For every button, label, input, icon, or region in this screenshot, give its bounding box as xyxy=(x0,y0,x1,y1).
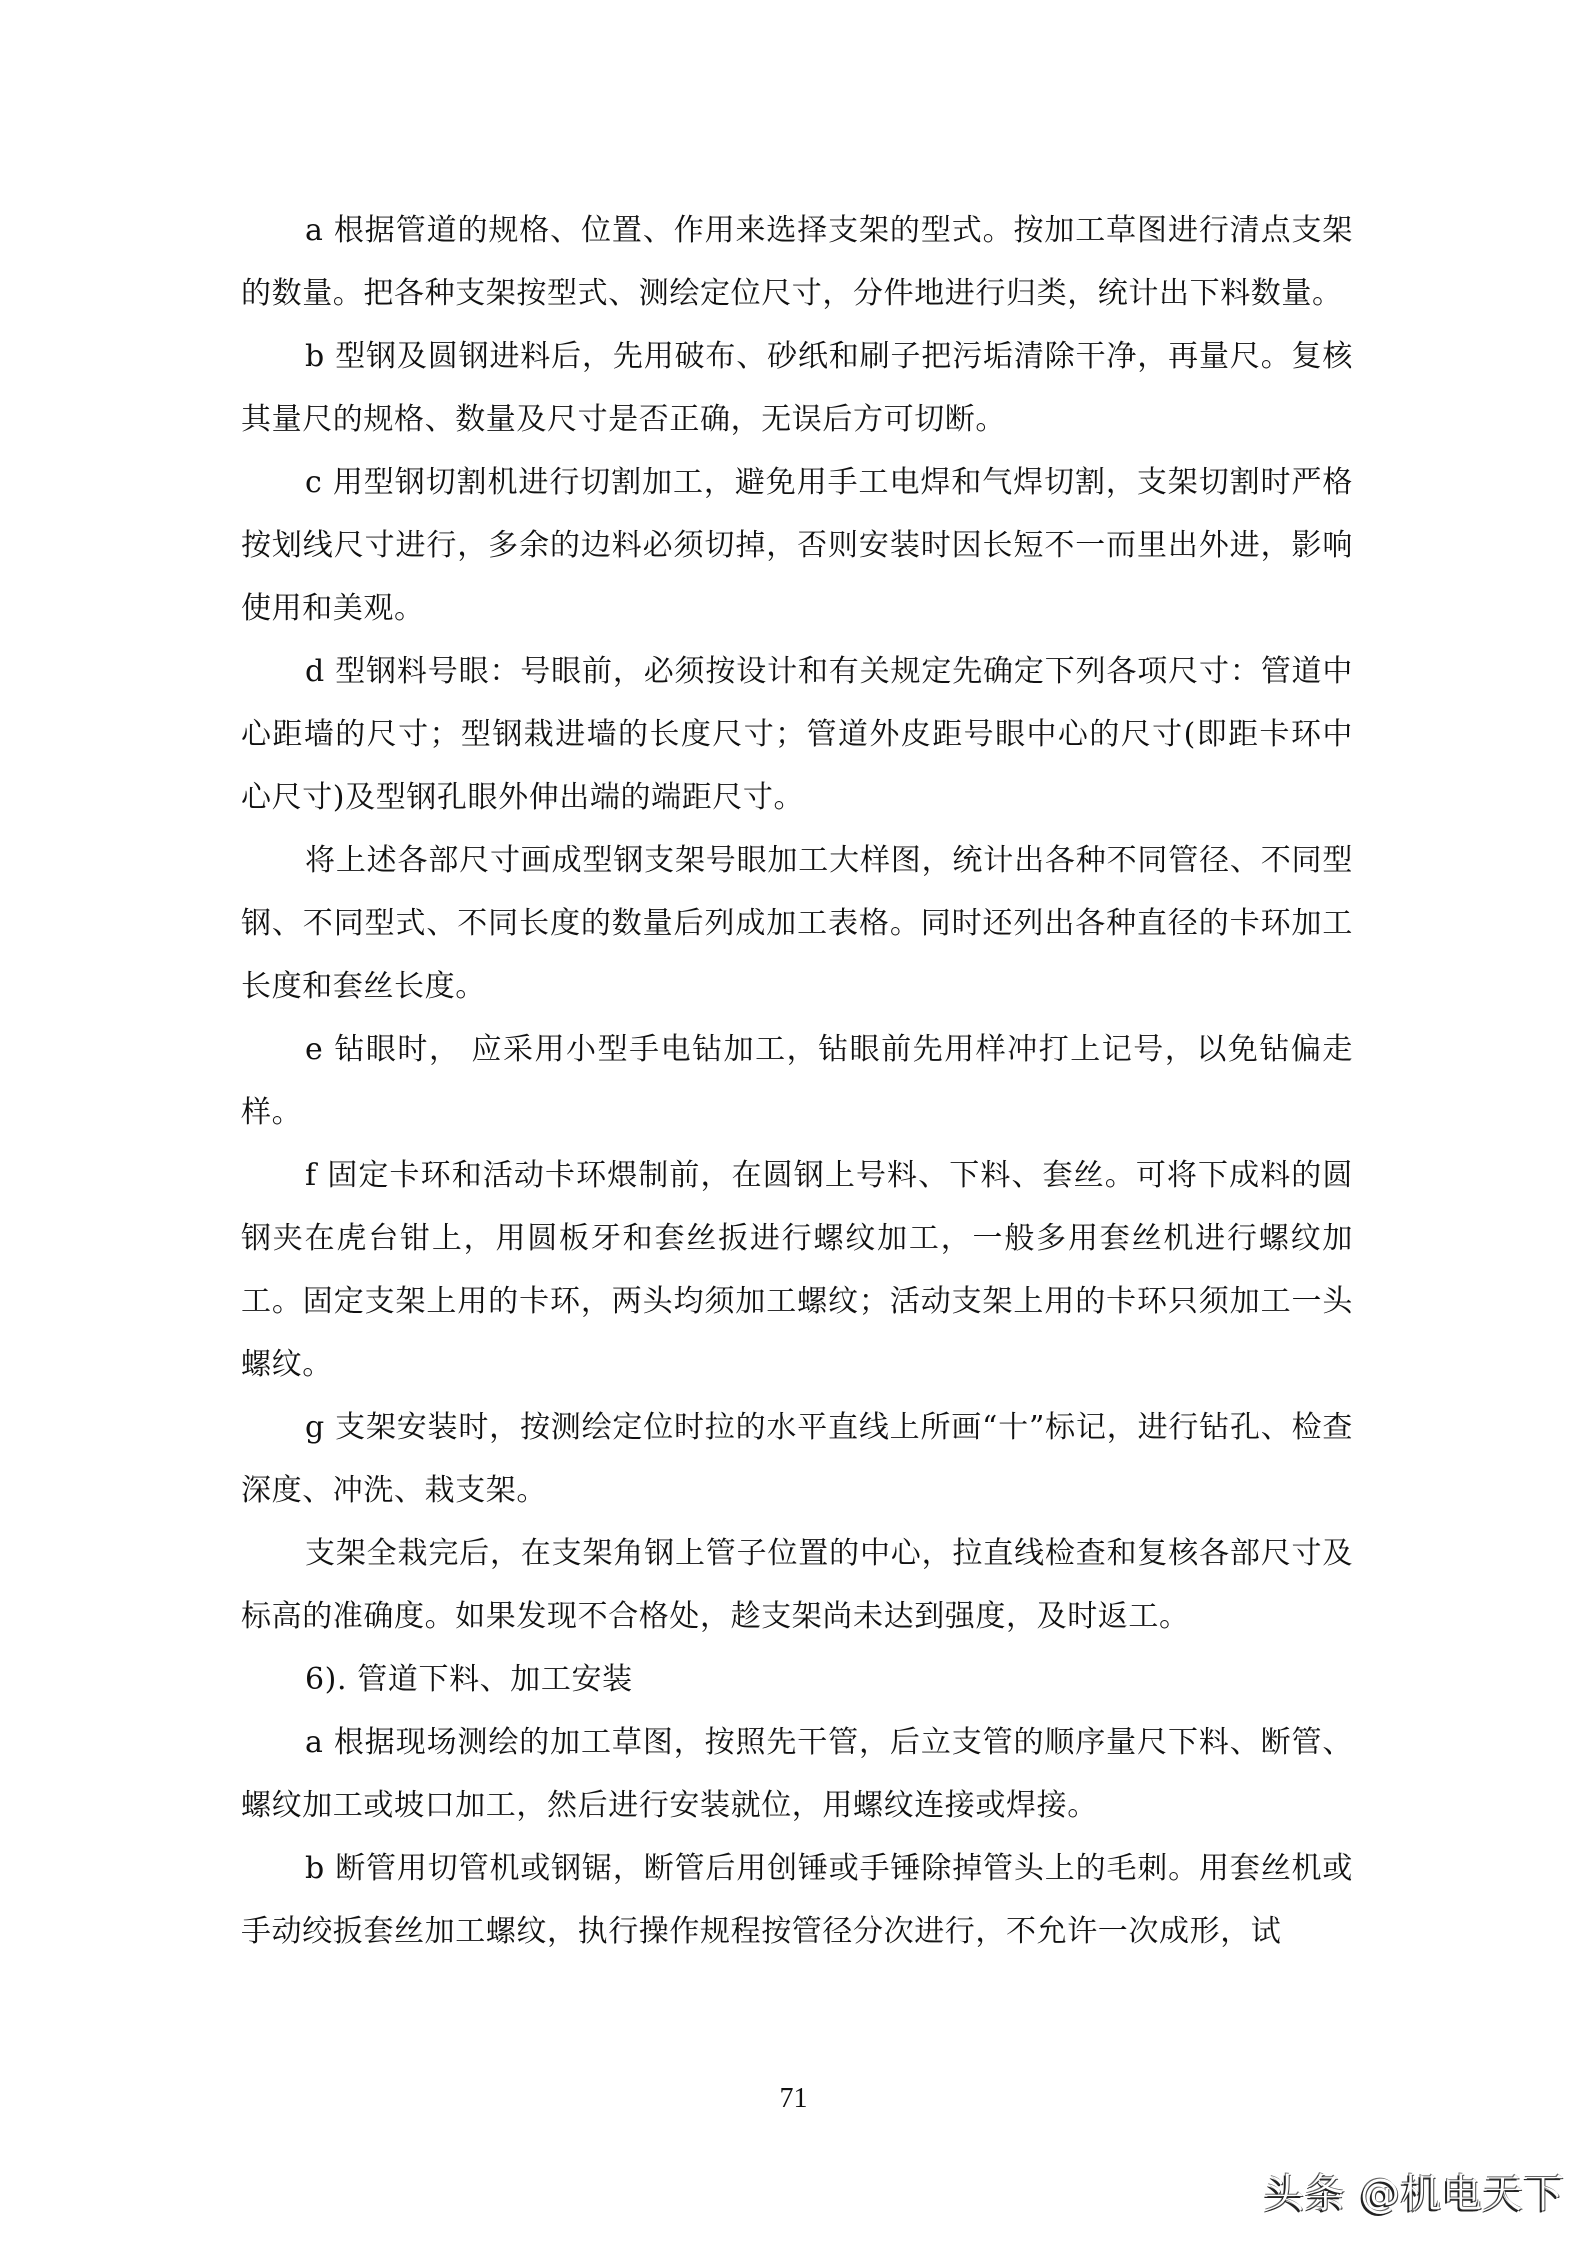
paragraph-f-clamp-threading: f 固定卡环和活动卡环煨制前，在圆钢上号料、下料、套丝。可将下成料的圆钢夹在虎台钳上，用圆板牙和套丝扳进行螺纹加工，一般多用套丝机进行螺纹加工。固定支架上用的卡环，两头均须加工螺纹；活动支架上用的卡环只须加工一头螺纹。 xyxy=(241,1158,1353,1382)
page-number: 71 xyxy=(779,2083,808,2114)
paragraph-b-pipe-threading: b 断管用切管机或钢锯，断管后用创锤或手锤除掉管头上的毛刺。用套丝机或手动绞扳套丝加工螺纹，执行操作规程按管径分次进行，不允许一次成形，试 xyxy=(241,1851,1353,1949)
paragraph-detail-drawing: 将上述各部尺寸画成型钢支架号眼加工大样图，统计出各种不同管径、不同型钢、不同型式、不同长度的数量后列成加工表格。同时还列出各种直径的卡环加工长度和套丝长度。 xyxy=(241,843,1353,1004)
watermark: 头条 @机电天下 xyxy=(1264,2171,1565,2217)
paragraph-b-steel-cleaning: b 型钢及圆钢进料后，先用破布、砂纸和刷子把污垢清除干净，再量尺。复核其量尺的规格、数量及尺寸是否正确，无误后方可切断。 xyxy=(241,339,1353,437)
paragraph-a-pipe-cutting: a 根据现场测绘的加工草图，按照先干管，后立支管的顺序量尺下料、断管、螺纹加工或坡口加工，然后进行安装就位，用螺纹连接或焊接。 xyxy=(241,1725,1353,1823)
paragraph-d-hole-marking: d 型钢料号眼：号眼前，必须按设计和有关规定先确定下列各项尺寸：管道中心距墙的尺寸；型钢栽进墙的长度尺寸；管道外皮距号眼中心的尺寸(即距卡环中心尺寸)及型钢孔眼外伸出端的端距尺寸。 xyxy=(241,654,1353,815)
paragraph-c-steel-cutting: c 用型钢切割机进行切割加工，避免用手工电焊和气焊切割，支架切割时严格按划线尺寸进行，多余的边料必须切掉，否则安装时因长短不一而里出外进，影响使用和美观。 xyxy=(241,465,1353,626)
paragraph-e-drilling: e 钻眼时， 应采用小型手电钻加工，钻眼前先用样冲打上记号，以免钻偏走样。 xyxy=(241,1032,1353,1130)
paragraph-support-verification: 支架全栽完后，在支架角钢上管子位置的中心，拉直线检查和复核各部尺寸及标高的准确度。如果发现不合格处，趁支架尚未达到强度，及时返工。 xyxy=(241,1536,1353,1634)
document-body xyxy=(241,199,1353,1963)
section-heading-pipe-cutting: 6). 管道下料、加工安装 xyxy=(305,1662,633,1697)
paragraph-a-support-selection: a 根据管道的规格、位置、作用来选择支架的型式。按加工草图进行清点支架的数量。把各种支架按型式、测绘定位尺寸，分件地进行归类，统计出下料数量。 xyxy=(241,213,1353,311)
paragraph-g-support-installation: g 支架安装时，按测绘定位时拉的水平直线上所画“十”标记，进行钻孔、检查深度、冲洗、栽支架。 xyxy=(241,1410,1353,1508)
